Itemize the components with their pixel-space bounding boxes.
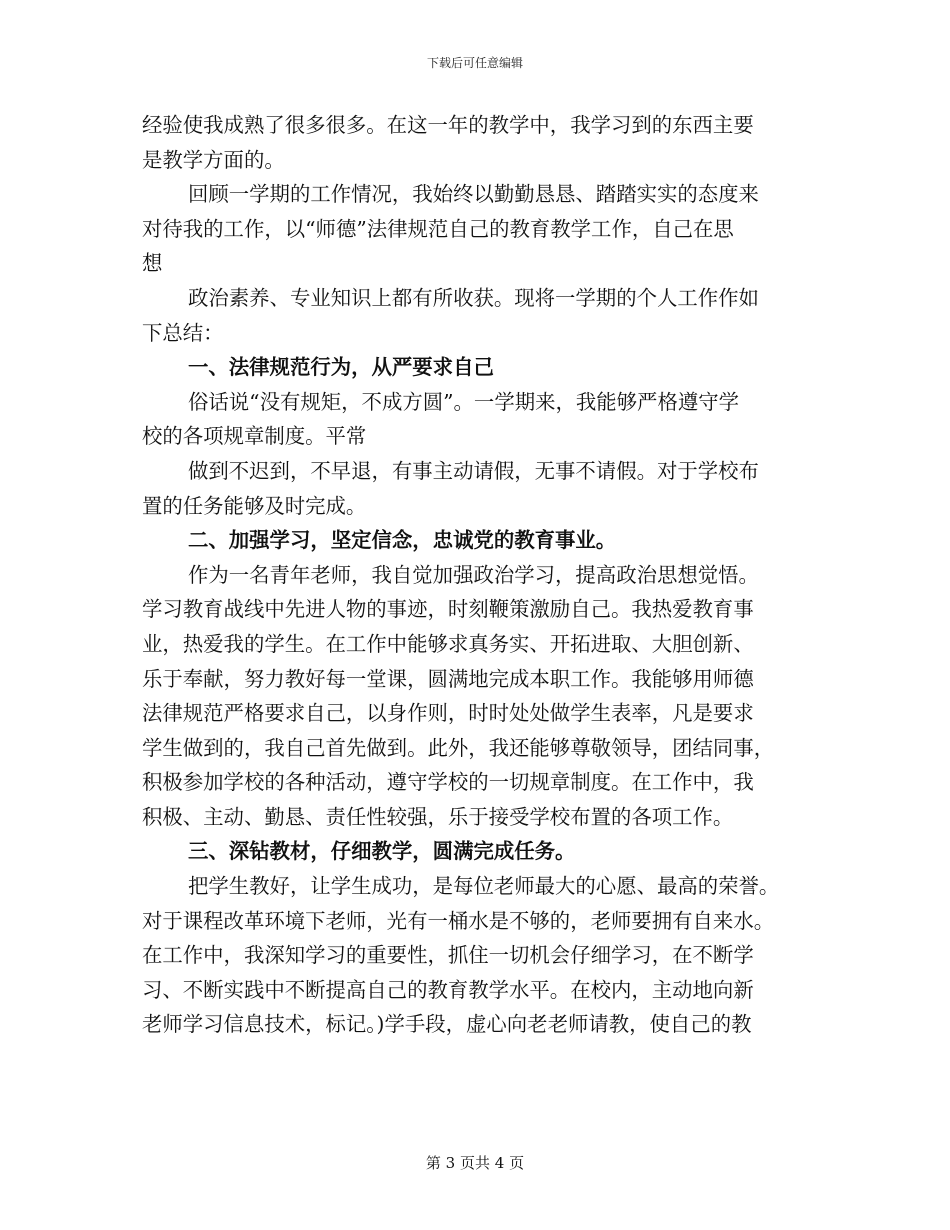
text-line: 想: [142, 251, 163, 276]
section-heading: 三、深钻教材，仔细教学，圆满完成任务。: [188, 839, 576, 864]
text-line: 乐于奉献，努力教好每一堂课，圆满地完成本职工作。我能够用师德: [142, 666, 754, 691]
text-line: 学生做到的，我自己首先做到。此外，我还能够尊敬领导，团结同事，: [142, 735, 775, 760]
text-line: 是教学方面的。: [142, 147, 285, 172]
text-line: 把学生教好，让学生成功，是每位老师最大的心愿、最高的荣誉。: [188, 874, 780, 899]
text-line: 经验使我成熟了很多很多。在这一年的教学中，我学习到的东西主要: [142, 113, 754, 137]
text-line: 积极、主动、勤恳、责任性较强，乐于接受学校布置的各项工作。: [142, 804, 734, 829]
text-line: 学习教育战线中先进人物的事迹，时刻鞭策激励自己。我热爱教育事: [142, 597, 754, 622]
text-line: 做到不迟到，不早退，有事主动请假，无事不请假。对于学校布: [188, 458, 759, 483]
page-header: 下载后可任意编辑: [426, 56, 523, 70]
text-line: 政治素养、专业知识上都有所收获。现将一学期的个人工作作如: [188, 285, 759, 310]
text-line: 置的任务能够及时完成。: [142, 493, 367, 518]
section-heading: 二、加强学习，坚定信念，忠诚党的教育事业。: [188, 528, 617, 553]
text-line: 俗话说“没有规矩，不成方圆”。一学期来，我能够严格遵守学: [188, 389, 740, 414]
text-line: 积极参加学校的各种活动，遵守学校的一切规章制度。在工作中，我: [142, 770, 754, 795]
text-line: 对于课程改革环境下老师，光有一桶水是不够的，老师要拥有自来水。: [142, 908, 775, 933]
text-line: 老师学习信息技术，标记。)学手段，虚心向老老师请教，使自己的教: [142, 1012, 752, 1037]
text-line: 回顾一学期的工作情况，我始终以勤勤恳恳、踏踏实实的态度来: [188, 182, 759, 207]
section-heading: 一、法律规范行为，从严要求自己: [188, 355, 494, 380]
text-line: 法律规范严格要求自己，以身作则，时时处处做学生表率，凡是要求: [142, 701, 754, 726]
text-line: 下总结：: [142, 320, 224, 345]
text-line: 习、不断实践中不断提高自己的教育教学水平。在校内，主动地向新: [142, 977, 754, 1002]
text-line: 在工作中，我深知学习的重要性，抓住一切机会仔细学习，在不断学: [142, 943, 754, 968]
text-line: 业，热爱我的学生。在工作中能够求真务实、开拓进取、大胆创新、: [142, 631, 754, 656]
text-line: 校的各项规章制度。平常: [142, 424, 367, 449]
document-body: [142, 108, 810, 1042]
page-footer: 第 3 页共 4 页: [425, 1154, 525, 1172]
text-line: 作为一名青年老师，我自觉加强政治学习，提高政治思想觉悟。: [188, 562, 759, 587]
text-line: 对待我的工作，以“师德”法律规范自己的教育教学工作，自己在思: [142, 216, 734, 241]
